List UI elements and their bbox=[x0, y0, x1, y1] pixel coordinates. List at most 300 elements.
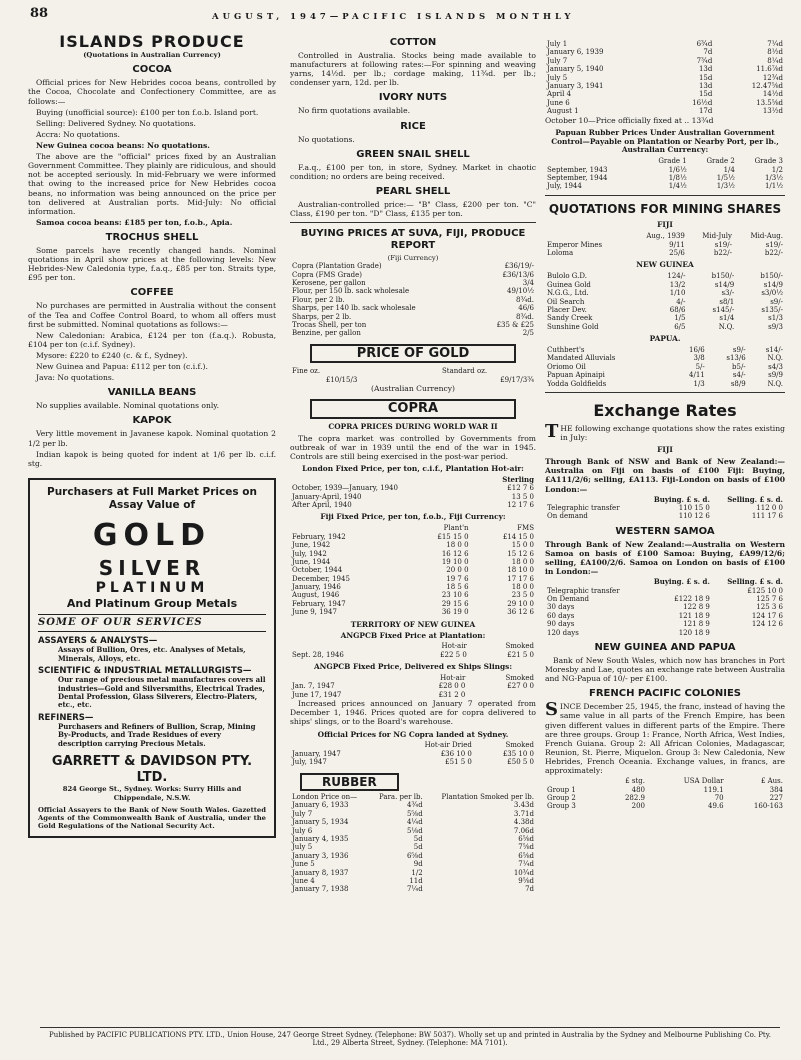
table-row bbox=[545, 794, 785, 802]
cell-value: 15 0 0 bbox=[511, 541, 534, 550]
paragraph: No firm quotations available. bbox=[298, 106, 411, 116]
row-label: June 17, 1947 bbox=[292, 690, 342, 699]
cell-value: 8¾d. bbox=[516, 295, 534, 304]
ivory-heading: IVORY NUTS bbox=[378, 92, 448, 104]
cell-value bbox=[467, 691, 536, 699]
row-label: January 5, 1934 bbox=[292, 818, 349, 827]
gold-value: £10/15/3 bbox=[325, 375, 358, 384]
cell-value: s9/9 bbox=[768, 371, 783, 380]
publisher-footer: Published by PACIFIC PUBLICATIONS PTY. LTD., Union House, 247 George Street Sydney. (Telephone: BW 5037). Wholly set up and printed in Australia by the Sydney and Melbourne Publishing Co. Pty. Ltd., 29 Alberta Street, Sydney. (Telephone: MA 7101). bbox=[40, 1027, 780, 1048]
cell-value: 384 bbox=[769, 785, 783, 794]
row-label: January 4, 1935 bbox=[292, 834, 349, 843]
row-label: July 7 bbox=[292, 809, 313, 818]
table-row bbox=[290, 682, 536, 690]
row-label: January 6, 1939 bbox=[547, 48, 604, 57]
cell-value: 4/- bbox=[676, 297, 686, 306]
ad-service-title: REFINERS— bbox=[38, 712, 94, 723]
cell-value: 20 0 0 bbox=[446, 566, 469, 575]
cell-value: 13/2 bbox=[669, 280, 686, 289]
table-row bbox=[290, 533, 536, 541]
cell-value: £35 10 0 bbox=[502, 749, 534, 758]
cell-value: £27 0 0 bbox=[507, 682, 534, 691]
cocoa-heading: COCOA bbox=[132, 64, 172, 76]
cell-value: £31 2 0 bbox=[438, 690, 466, 699]
table-row bbox=[545, 289, 785, 297]
row-label: December, 1945 bbox=[292, 574, 350, 583]
column-header: Aug., 1939 bbox=[646, 232, 685, 241]
row-label: July 5 bbox=[547, 73, 568, 82]
cell-value: £125 10 0 bbox=[747, 586, 783, 595]
cell-value: 1/4½ bbox=[668, 182, 687, 191]
table-row bbox=[545, 65, 785, 73]
ngp-heading: NEW GUINEA AND PAPUA bbox=[594, 641, 736, 653]
paragraph: Indian kapok is being quoted for indent at 1/6 per lb. c.i.f. stg. bbox=[28, 449, 276, 468]
table-row bbox=[545, 504, 785, 512]
ad-platinum: PLATINUM bbox=[95, 580, 209, 597]
row-label: Group 3 bbox=[547, 802, 576, 811]
running-header: AUGUST, 1947—PACIFIC ISLANDS MONTHLY bbox=[212, 12, 575, 22]
row-label: Sharps, per 140 lb. sack wholesale bbox=[292, 304, 416, 313]
samoa-heading: WESTERN SAMOA bbox=[615, 525, 715, 537]
fpc-table bbox=[545, 777, 785, 811]
row-label: April 4 bbox=[547, 90, 572, 99]
cell-value: 23 5 0 bbox=[511, 591, 534, 600]
cell-value: 122 8 9 bbox=[683, 603, 710, 612]
row-label: October, 1944 bbox=[292, 566, 343, 575]
cell-value: 8¾d. bbox=[516, 312, 534, 321]
cell-value: 19 10 0 bbox=[441, 557, 469, 566]
section-subtitle: (Quotations in Australian Currency) bbox=[83, 51, 221, 60]
column-header: Plantation Smoked per lb. bbox=[441, 793, 534, 801]
row-label: January 7, 1938 bbox=[292, 885, 349, 894]
fiji-copra-table bbox=[290, 524, 536, 616]
row-label: Yodda Goldfields bbox=[547, 379, 607, 388]
column-header: Buying. £ s. d. bbox=[653, 494, 710, 504]
paragraph: Mysore: £220 to £240 (c. & f., Sydney). bbox=[36, 350, 188, 360]
cell-value: 8¼d bbox=[767, 56, 783, 65]
cell-value: 125 7 6 bbox=[756, 595, 783, 603]
table-row bbox=[290, 818, 536, 826]
row-label: Benzine, per gallon bbox=[292, 329, 361, 338]
row-label: Flour, per 150 lb. sack wholesale bbox=[292, 287, 410, 296]
cell-value: 29 10 0 bbox=[507, 599, 534, 608]
cell-value: b22/- bbox=[713, 249, 732, 258]
table-row bbox=[545, 802, 785, 810]
ad-service-desc: Purchasers and Refiners of Bullion, Scrap, Mining By-Products, and Trade Residues of every description carrying Precious Metals. bbox=[58, 721, 256, 748]
cell-value: 124 17 6 bbox=[751, 611, 783, 620]
suva-heading: BUYING PRICES AT SUVA, FIJI, PRODUCE REPORT bbox=[300, 228, 526, 252]
cell-value: 124 12 6 bbox=[751, 620, 783, 629]
copra-subtitle: COPRA PRICES DURING WORLD WAR II bbox=[328, 421, 498, 431]
paragraph: New Caledonian: Arabica, £124 per ton (f.a.q.). Robusta, £104 per ton (c.i.f. Sydney). bbox=[28, 330, 276, 349]
cell-value: 25/6 bbox=[669, 249, 685, 258]
cell-value: 121 8 9 bbox=[683, 620, 710, 629]
cell-value: 9/11 bbox=[669, 240, 685, 249]
cell-value: 5⅛d bbox=[406, 826, 423, 835]
cell-value: 70 bbox=[714, 793, 724, 802]
column-header: Mid-Aug. bbox=[750, 232, 783, 241]
table-row bbox=[545, 174, 785, 182]
cell-value: N.Q. bbox=[767, 354, 783, 363]
ad-footnote: Official Assayers to the Bank of New South Wales. Gazetted Agents of the Commonwealth Bank of Australia, under the Gold Regulations of the National Security Act. bbox=[38, 805, 266, 830]
exchange-heading: Exchange Rates bbox=[593, 400, 737, 420]
ng-table bbox=[290, 741, 536, 766]
cell-value: 3.71d bbox=[513, 809, 534, 818]
row-label: Placer Dev. bbox=[547, 305, 587, 314]
row-label: 120 days bbox=[547, 628, 579, 637]
cell-value: s19/- bbox=[765, 240, 783, 249]
table-row bbox=[290, 869, 536, 877]
column-header: Hot-air bbox=[441, 642, 467, 651]
cell-value: 7¼d bbox=[406, 885, 423, 894]
cell-value: 17 17 6 bbox=[507, 574, 534, 583]
paragraph: No quotations. bbox=[298, 134, 355, 144]
cell-value: 16/6 bbox=[689, 345, 705, 354]
table-row bbox=[545, 107, 785, 115]
cell-value: 11.6⅞d bbox=[756, 65, 783, 74]
rubber-table bbox=[290, 793, 536, 894]
angpcb-heading: ANGPCB Fixed Price, Delivered ex Ships Slings: bbox=[313, 662, 513, 672]
table-row bbox=[290, 608, 536, 616]
london-table bbox=[290, 476, 536, 510]
cell-value: £12 7 6 bbox=[507, 484, 534, 493]
mining-fiji-heading: FIJI bbox=[657, 220, 673, 230]
row-label: Kerosene, per gallon bbox=[292, 279, 366, 288]
row-label: Sandy Creek bbox=[547, 314, 593, 323]
column-header: Hot-air Dried bbox=[424, 741, 472, 750]
row-label: June 9, 1947 bbox=[292, 608, 337, 617]
column-header: USA Dollar bbox=[683, 777, 724, 786]
column-3 bbox=[545, 40, 785, 811]
tng-table bbox=[290, 642, 536, 659]
column-header: Smoked bbox=[505, 642, 534, 651]
cell-value: 19 7 6 bbox=[446, 574, 469, 583]
cell-value: s13/6 bbox=[726, 354, 746, 363]
column-header: £ stg. bbox=[625, 777, 646, 786]
row-label: Loloma bbox=[547, 249, 574, 258]
cell-value: 11d bbox=[409, 876, 423, 885]
cell-value: 1/1½ bbox=[764, 182, 783, 191]
mining-papua-table bbox=[545, 346, 785, 388]
paragraph: Accra: No quotations. bbox=[36, 129, 120, 139]
snail-heading: GREEN SNAIL SHELL bbox=[356, 148, 470, 160]
table-row bbox=[290, 501, 536, 509]
cell-value: £35 & £25 bbox=[496, 320, 534, 329]
table-row bbox=[290, 484, 536, 492]
gold-note: (Australian Currency) bbox=[371, 384, 455, 394]
paragraph: Some parcels have recently changed hands. Nominal quotations in April show prices at the following levels: New Hebrides-New Caledonia type, f.a.q., £85 per ton. Straits type, £95 per ton. bbox=[28, 245, 276, 283]
papuan-rubber-heading: Papuan Rubber Prices Under Australian Government Control—Payable on Plantation or Nearby Port, per lb., Australian Currency: bbox=[551, 127, 779, 155]
exchange-fiji-heading: FIJI bbox=[657, 445, 673, 455]
cell-value: b150/- bbox=[760, 272, 783, 281]
mining-papua-heading: PAPUA. bbox=[649, 334, 681, 344]
tng-subtitle: ANGPCB Fixed Price at Plantation: bbox=[340, 630, 486, 640]
paragraph: New Guinea and Papua: £112 per ton (c.i.f.). bbox=[36, 362, 208, 372]
row-label: February, 1947 bbox=[292, 599, 346, 608]
row-label: 60 days bbox=[547, 611, 575, 620]
paragraph: The above are the "official" prices fixed by an Australian Government Committee. They plainly are ridiculous, and should not be accepted seriously. In mid-February we were informed that owing to the increased price for New Hebrides cocoa beans, no information was being announced on the price per ton delivered at Australian ports. Mid-July: No official information. bbox=[28, 152, 276, 216]
cell-value: 2/5 bbox=[522, 329, 534, 338]
table-row bbox=[545, 182, 785, 190]
cell-value: 18 0 0 bbox=[511, 557, 534, 566]
cell-value: 6⅝d bbox=[518, 834, 534, 843]
table-row bbox=[290, 591, 536, 599]
suva-subtitle: (Fiji Currency) bbox=[387, 254, 439, 263]
row-label: Papuan Apinaipi bbox=[547, 371, 605, 380]
paragraph: Bank of New South Wales, which now has branches in Port Moresby and Lae, quotes an exchange rate between Australia and NG-Papua of 10/- per £100. bbox=[545, 655, 785, 684]
row-label: July 7 bbox=[547, 56, 568, 65]
cell-value: s1/3 bbox=[768, 314, 783, 323]
cell-value: £51 5 0 bbox=[445, 758, 472, 767]
cell-value: 5d bbox=[413, 843, 423, 852]
mining-ng-table bbox=[545, 272, 785, 331]
table-row bbox=[545, 57, 785, 65]
cell-value: 68/6 bbox=[669, 305, 686, 314]
row-label: August 1 bbox=[547, 107, 579, 116]
cell-value: 36 19 0 bbox=[441, 608, 469, 617]
column-header: Grade 2 bbox=[706, 157, 735, 166]
cell-value: 13d bbox=[698, 81, 713, 90]
cell-value: 1/3½ bbox=[764, 174, 783, 183]
cell-value: £36 10 0 bbox=[440, 749, 472, 758]
cell-value: 1/2 bbox=[771, 165, 783, 174]
row-label: January 6, 1933 bbox=[292, 801, 349, 810]
cell-value: 15d bbox=[698, 73, 713, 82]
cell-value: 4¾d bbox=[406, 801, 423, 810]
row-label: 30 days bbox=[547, 603, 575, 612]
row-label: Sunshine Gold bbox=[547, 322, 599, 331]
cell-value: s4/3 bbox=[768, 362, 783, 371]
column-header: Smoked bbox=[505, 741, 534, 750]
table-row bbox=[290, 877, 536, 885]
table-row bbox=[290, 583, 536, 591]
table-row bbox=[290, 566, 536, 574]
row-label: June 6 bbox=[547, 98, 570, 107]
row-label: October, 1939—January, 1940 bbox=[292, 484, 398, 493]
table-row bbox=[545, 380, 785, 388]
rubber-note: October 10—Price officially fixed at .. 13¾d bbox=[545, 115, 714, 125]
column-1 bbox=[28, 32, 276, 838]
cell-value: s14/- bbox=[765, 345, 783, 354]
cell-value: 5⅝d bbox=[406, 809, 423, 818]
table-row bbox=[290, 600, 536, 608]
row-label: Emperor Mines bbox=[547, 240, 603, 249]
pearl-heading: PEARL SHELL bbox=[375, 185, 451, 197]
cell-value: 18 5 6 bbox=[446, 583, 469, 592]
table-row bbox=[290, 313, 536, 321]
kapok-heading: KAPOK bbox=[132, 415, 172, 427]
paragraph: New Guinea cocoa beans: No quotations. bbox=[36, 141, 210, 150]
cell-value: 13d bbox=[698, 65, 713, 74]
cell-value: 5d bbox=[413, 834, 423, 843]
cell-value: 119.1 bbox=[703, 785, 724, 794]
cell-value: 49/10½ bbox=[507, 287, 534, 296]
ad-firm-name: GARRETT & DAVIDSON PTY. LTD. bbox=[51, 754, 253, 785]
cell-value bbox=[712, 629, 785, 637]
cell-value: 1/4 bbox=[723, 165, 735, 174]
gold-table bbox=[290, 367, 536, 384]
paragraph: HE following exchange quotations show the rates existing in July: bbox=[560, 424, 785, 443]
section-title: ISLANDS PRODUCE bbox=[59, 32, 245, 51]
table-row bbox=[545, 620, 785, 628]
row-label: January, 1946 bbox=[292, 583, 341, 592]
rice-heading: RICE bbox=[400, 120, 426, 132]
row-label: Telegraphic transfer bbox=[547, 504, 620, 512]
paragraph: Increased prices announced on January 7 operated from December 1, 1946. Prices quoted are for copra delivered to ships' slings, or to the Board's warehouse. bbox=[290, 699, 536, 727]
trochus-heading: TROCHUS SHELL bbox=[105, 231, 199, 243]
cell-value: 12 17 6 bbox=[507, 501, 534, 510]
cell-value: 18 10 0 bbox=[507, 566, 534, 575]
cell-value: 200 bbox=[631, 802, 646, 811]
cell-value: 36 12 6 bbox=[507, 608, 534, 617]
paragraph: No purchases are permitted in Australia without the consent of the Tea and Coffee Control Board, to whom all offers must first be submitted. Nominal quotations as follows:— bbox=[28, 301, 276, 329]
cell-value: N.Q. bbox=[718, 322, 735, 331]
cell-value: £21 5 0 bbox=[507, 650, 534, 659]
page-number: 88 bbox=[30, 6, 49, 21]
table-row bbox=[290, 750, 536, 758]
column-header: Para. per lb. bbox=[379, 793, 423, 801]
cell-value: 3/8 bbox=[693, 354, 705, 363]
table-row bbox=[545, 363, 785, 371]
row-label: On Demand bbox=[547, 595, 590, 603]
cell-value: 124/- bbox=[667, 272, 686, 281]
cell-value: £50 5 0 bbox=[507, 758, 534, 767]
row-label: January 3, 1941 bbox=[547, 81, 604, 90]
table-row bbox=[290, 279, 536, 287]
cell-value: 6/5 bbox=[674, 322, 686, 331]
table-row bbox=[545, 298, 785, 306]
cell-value: 1/3 bbox=[693, 379, 705, 388]
row-label: Flour, per 2 lb. bbox=[292, 295, 345, 304]
row-label: Guinea Gold bbox=[547, 280, 591, 289]
paragraph: Through Bank of NSW and Bank of New Zealand:—Australia on Fiji on basis of £100 Fiji: Buying, £A111/2/6; selling, £A113. Fiji-London on basis of £100 London:— bbox=[545, 457, 785, 494]
row-label: July, 1947 bbox=[292, 758, 327, 767]
cell-value: 6⅝d bbox=[406, 851, 423, 860]
table-row bbox=[290, 852, 536, 860]
table-row bbox=[290, 835, 536, 843]
row-label: January 8, 1937 bbox=[292, 868, 349, 877]
row-label: Copra (FMS Grade) bbox=[292, 270, 363, 279]
london-heading: London Fixed Price, per ton, c.i.f., Plantation Hot-air: bbox=[302, 464, 524, 474]
row-label: July, 1944 bbox=[547, 182, 582, 191]
cell-value: £36/19/- bbox=[504, 262, 534, 271]
row-label: June 5 bbox=[292, 860, 315, 869]
cell-value: s1/4 bbox=[719, 314, 735, 323]
column-header: Mid-July bbox=[702, 232, 732, 241]
row-label: June, 1944 bbox=[292, 557, 331, 566]
table-row bbox=[290, 304, 536, 312]
cell-value: s19/- bbox=[714, 240, 732, 249]
cell-value: 16½d bbox=[692, 98, 713, 107]
fpc-heading: FRENCH PACIFIC COLONIES bbox=[589, 688, 741, 700]
paragraph: Official prices for New Hebrides cocoa beans, controlled by the Cocoa, Chocolate and Confectionery Committee, are as follows:— bbox=[28, 78, 276, 106]
ad-headline: Purchasers at Full Market Prices on Assay Value of bbox=[47, 485, 257, 511]
paragraph: Australian-controlled price:— "B" Class, £200 per ton. "C" Class, £190 per ton. "D" Class, £135 per ton. bbox=[290, 199, 536, 218]
column-header: Grade 3 bbox=[754, 157, 783, 166]
table-row bbox=[545, 354, 785, 362]
cell-value: 9⅝d bbox=[518, 876, 534, 885]
cell-value: 15 12 6 bbox=[507, 549, 534, 558]
cell-value: £14 15 0 bbox=[502, 532, 534, 541]
cell-value: 5/- bbox=[695, 362, 705, 371]
cell-value: 282.9 bbox=[624, 793, 646, 802]
gold-col: Standard oz. bbox=[441, 367, 488, 376]
papuan-rubber-table bbox=[545, 157, 785, 191]
cell-value: 4/11 bbox=[689, 371, 705, 380]
column-header: Smoked bbox=[505, 674, 534, 683]
cell-value: s9/- bbox=[770, 297, 783, 306]
row-label: September, 1944 bbox=[547, 174, 608, 183]
samoa-table bbox=[545, 578, 785, 637]
row-label: July 6 bbox=[292, 826, 313, 835]
cell-value: 110 12 6 bbox=[678, 512, 710, 521]
table-row bbox=[290, 550, 536, 558]
cell-value: s3/- bbox=[721, 289, 735, 298]
rubber-heading: RUBBER bbox=[300, 773, 399, 791]
table-row bbox=[545, 90, 785, 98]
cell-value: 3.43d bbox=[513, 801, 534, 810]
column-header: £ Aus. bbox=[760, 777, 783, 786]
paragraph: No supplies available. Nominal quotations only. bbox=[36, 401, 219, 411]
table-row bbox=[545, 587, 785, 595]
exchange-fiji-table bbox=[545, 496, 785, 521]
cell-value: £122 18 9 bbox=[674, 595, 710, 603]
paragraph: Through Bank of New Zealand:—Australia on Western Samoa on basis of £100 Samoa: Buying, £A99/12/6; selling, £A100/2/6. Samoa on London on basis of £100 in London:— bbox=[545, 539, 785, 577]
table-row bbox=[545, 346, 785, 354]
row-label: Cuthbert's bbox=[547, 345, 585, 354]
copra-heading: COPRA bbox=[310, 399, 516, 419]
table-row bbox=[545, 48, 785, 56]
cell-value: 18 0 0 bbox=[511, 583, 534, 592]
tng-heading: TERRITORY OF NEW GUINEA bbox=[350, 619, 476, 629]
paragraph: Samoa cocoa beans: £185 per ton, f.o.b., Apia. bbox=[36, 217, 233, 227]
mining-table bbox=[545, 232, 785, 257]
drop-cap: S bbox=[545, 699, 558, 721]
table-row bbox=[545, 786, 785, 794]
table-row bbox=[290, 651, 536, 659]
table-row bbox=[290, 271, 536, 279]
mining-ng-heading: NEW GUINEA bbox=[636, 260, 694, 270]
table-row bbox=[290, 262, 536, 270]
ng-heading: Official Prices for NG Copra landed at Sydney. bbox=[317, 729, 509, 739]
gold-advertisement bbox=[28, 478, 276, 838]
fiji-copra-heading: Fiji Fixed Price, per ton, f.o.b., Fiji Currency: bbox=[320, 512, 506, 522]
row-label: Group 2 bbox=[547, 793, 576, 802]
row-label: 90 days bbox=[547, 620, 575, 629]
cell-value: 12¾d bbox=[762, 73, 783, 82]
cell-value: 10¾d bbox=[513, 868, 534, 877]
gold-heading: PRICE OF GOLD bbox=[310, 344, 516, 364]
table-row bbox=[545, 612, 785, 620]
row-label: February, 1942 bbox=[292, 532, 346, 541]
cell-value: 1/8½ bbox=[668, 174, 687, 183]
vanilla-heading: VANILLA BEANS bbox=[107, 387, 197, 399]
cell-value: 1/5½ bbox=[716, 174, 735, 183]
cell-value: 112 0 0 bbox=[756, 504, 783, 512]
row-label: Copra (Plantation Grade) bbox=[292, 262, 382, 271]
cell-value: 13.5⅝d bbox=[756, 98, 783, 107]
table-row bbox=[545, 371, 785, 379]
angpcb-table bbox=[290, 674, 536, 699]
cell-value: 3/4 bbox=[522, 279, 534, 288]
table-row bbox=[545, 99, 785, 107]
row-label: August, 1946 bbox=[292, 591, 340, 600]
table-row bbox=[545, 323, 785, 331]
row-label: Group 1 bbox=[547, 785, 576, 794]
cell-value: 16 12 6 bbox=[441, 549, 469, 558]
cell-value: 4.38d bbox=[513, 818, 534, 827]
cell-value: 227 bbox=[769, 793, 783, 802]
